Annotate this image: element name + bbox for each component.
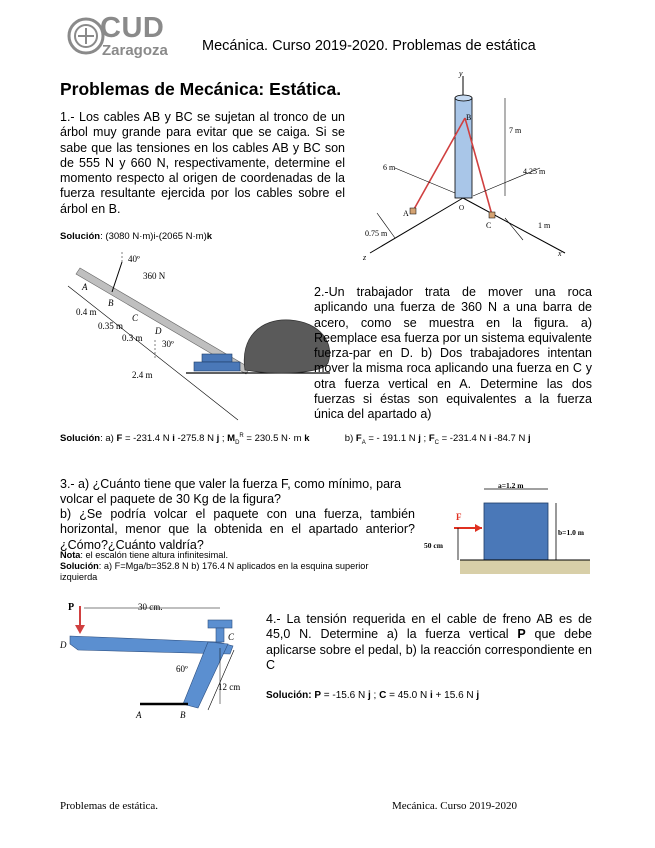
dim-7m: 7 m xyxy=(509,126,522,135)
dim-03: 0.3 m xyxy=(122,333,143,343)
problem3-figure xyxy=(420,478,600,578)
problem2-solution xyxy=(60,433,600,446)
sol-a-m-sup: R xyxy=(239,433,244,439)
dim-12: 12 cm xyxy=(218,682,241,692)
ground xyxy=(460,560,590,574)
dim-04: 0.4 m xyxy=(76,307,97,317)
dim-075m: 0.75 m xyxy=(365,229,388,238)
sol-b-fc-i: i xyxy=(488,433,492,445)
angle-60: 60º xyxy=(176,664,188,674)
footer-left: Problemas de estática. xyxy=(60,800,159,812)
sol-i: i xyxy=(429,690,433,701)
problem4-text-pre: 4.- La tensión requerida en el cable de freno AB es de 45,0 N. Determine a) la fuerza vertical xyxy=(266,612,592,642)
sol-a-f: F xyxy=(116,433,123,445)
sol-b-fa-sub: A xyxy=(361,440,366,447)
sol-a-i: i xyxy=(172,433,175,445)
pt-c: C xyxy=(132,313,139,323)
sol-b-fc-sub: C xyxy=(434,440,439,447)
sol-a-prefix: : a) xyxy=(100,433,117,445)
pt-a: A xyxy=(136,710,142,720)
pt-d: D xyxy=(60,640,67,650)
sol-a-j: j xyxy=(216,433,220,445)
anchor-c xyxy=(489,212,495,218)
problem4-text-p: P xyxy=(517,627,526,642)
force-f-arrow xyxy=(475,524,482,532)
solution-label: Solución xyxy=(60,561,99,571)
problem4-solution: Solución: P = -15.6 N j ; C = 45.0 N i + 15.6 N j xyxy=(266,690,480,701)
sol-b-fc-value: = -231.4 N xyxy=(438,433,489,445)
sol-b-prefix: b) xyxy=(344,433,356,445)
page-title: Problemas de Mecánica: Estática. xyxy=(60,79,342,99)
angle-40: 40º xyxy=(128,254,140,264)
package-box xyxy=(484,503,548,560)
support-post xyxy=(216,628,224,642)
pt-b: B xyxy=(180,710,186,720)
header-title: Mecánica. Curso 2019-2020. Problemas de estática xyxy=(202,38,536,54)
pt-d: D xyxy=(155,326,162,336)
sol-b-fc-mid: -84.7 N xyxy=(491,433,528,445)
fulcrum-base xyxy=(194,362,240,371)
force-360: 360 N xyxy=(143,271,166,281)
logo-subtext: Zaragoza xyxy=(102,42,168,59)
sol-p-value: = -15.6 N xyxy=(321,690,368,701)
axis-x-label: x xyxy=(558,249,562,258)
trunk-top xyxy=(455,95,472,101)
point-c: C xyxy=(486,221,492,230)
pt-b: B xyxy=(108,298,114,308)
axis-z-label: z xyxy=(363,253,367,262)
pt-a: A xyxy=(82,282,88,292)
problem2-figure xyxy=(60,248,340,430)
dim-24: 2.4 m xyxy=(132,370,153,380)
pt-c: C xyxy=(228,632,235,642)
dim-425m: 4.25 m xyxy=(523,167,546,176)
note-text: : el escalón tiene altura infinitesimal. xyxy=(80,550,229,560)
dim-1m: 1 m xyxy=(538,221,551,230)
force-360-line xyxy=(112,262,122,292)
sol-b-fc: F xyxy=(428,433,435,445)
problem1-text: 1.- Los cables AB y BC se sujetan al tronco de un árbol muy grande para evitar que se caiga. Si se sabe que las tensiones en los cables AB y BC son de 555 N y 660 N, respectivamente, determine el momento respecto al origen de coordenadas de la fuerza resultante ejercida por los cables sobre el árbol en B. xyxy=(60,110,345,216)
logo-text: CUD xyxy=(100,12,165,44)
problem4-text xyxy=(266,612,592,673)
sol-a-m-sub: D xyxy=(235,440,240,447)
solution-label: Solución xyxy=(266,690,309,701)
footer-right: Mecánica. Curso 2019-2020 xyxy=(392,800,517,812)
sol-b-sep: ; xyxy=(420,433,429,445)
sol-a-sep: ; xyxy=(219,433,228,445)
problem3-solution xyxy=(60,561,400,583)
sol-j1: j xyxy=(367,690,371,701)
sol-a-m-value: = 230.5 N· m xyxy=(243,433,305,445)
solution-label: Solución xyxy=(60,433,101,445)
problem3-text-a: 3.- a) ¿Cuánto tiene que valer la fuerza F, como mínimo, para volcar el paquete de 30 Kg de la figura? xyxy=(60,477,402,507)
point-a: A xyxy=(403,209,409,218)
problem3-text-b: b) ¿Se podría volcar el paquete con una fuerza, también horizontal, menor que la obtenida en el apartado anterior? ¿Cómo?¿Cuánto valdría? xyxy=(60,507,415,552)
sol-a-mid: -275.8 N xyxy=(174,433,217,445)
problem4-text-post: que debe aplicarse sobre el pedal, b) la reacción correspondiente en C xyxy=(266,627,592,672)
sol-b-fa-value: = - 191.1 N xyxy=(365,433,419,445)
support-top xyxy=(208,620,232,628)
force-p-arrow xyxy=(75,625,85,634)
dim-30: 30 cm. xyxy=(138,602,163,612)
problem4-figure xyxy=(58,598,268,723)
axis-y-label: y xyxy=(459,69,463,78)
dim-6m: 6 m xyxy=(383,163,396,172)
problem2-text: 2.-Un trabajador trata de mover una roca aplicando una fuerza de 360 N a una barra de acero, como se muestra en la figura. a) Reemplace esa fuerza por un sistema equivalente fuerza-par en D. b) Dos trabajadores intentan mover la misma roca aplicando una fuerza en C y otra fuerza vertical en A. Determine las dos fuerzas si éstas son equivalentes a la fuerza única del apartado a) xyxy=(314,285,592,422)
force-f: F xyxy=(456,512,462,522)
step-height: 50 cm xyxy=(424,541,443,550)
solution-text: : a) F=Mga/b=352.8 N b) 176.4 N aplicados en la esquina superior izquierda xyxy=(60,561,369,582)
sol-sep: ; xyxy=(370,690,380,701)
sol-a-m: M xyxy=(227,433,236,445)
sol-b-fc-j: j xyxy=(527,433,531,445)
sol-j2: j xyxy=(476,690,480,701)
sol-p: P xyxy=(314,690,322,701)
sol-c: C xyxy=(379,690,387,701)
sol-a-k: k xyxy=(304,433,310,445)
dim-b: b=1.0 m xyxy=(558,528,584,537)
fulcrum-top xyxy=(202,354,232,362)
sol-c-value: = 45.0 N xyxy=(386,690,430,701)
problem1-solution xyxy=(60,231,212,242)
solution-value: : (3080 N·m)i-(2065 N·m) xyxy=(100,231,207,242)
angle-30: 30º xyxy=(162,339,174,349)
dim-035: 0.35 m xyxy=(98,321,124,331)
problem1-figure xyxy=(355,68,575,268)
point-o: O xyxy=(459,204,465,212)
force-p: P xyxy=(68,602,75,613)
unit-k: k xyxy=(206,231,213,242)
problem3-note xyxy=(60,550,400,561)
sol-b-fa: F xyxy=(355,433,362,445)
note-label: Nota xyxy=(60,550,81,560)
point-b: B xyxy=(466,113,472,122)
dim-a: a=1.2 m xyxy=(498,481,524,490)
anchor-a xyxy=(410,208,416,214)
sol-a-value: = -231.4 N xyxy=(122,433,173,445)
sol-mid: + 15.6 N xyxy=(432,690,477,701)
solution-label: Solución xyxy=(60,231,101,242)
sol-b-fa-j: j xyxy=(418,433,421,445)
